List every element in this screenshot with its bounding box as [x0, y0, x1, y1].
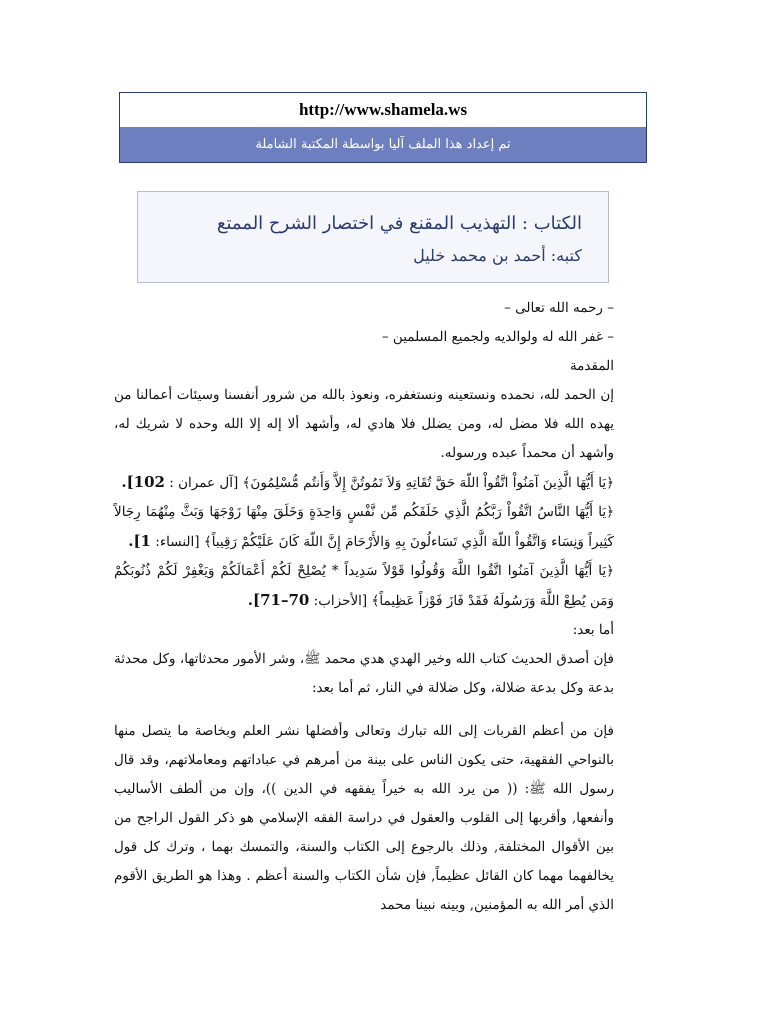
verse-3: [114, 557, 614, 616]
verse-1-reference: 102].: [121, 473, 165, 491]
verse-2-reference: 1].: [128, 532, 151, 550]
paragraph-gap: [114, 703, 614, 717]
amma-baad: أما بعد:: [572, 622, 614, 638]
source-header: [119, 92, 647, 163]
book-info-box: [137, 191, 609, 283]
dua-line-2: – غفر الله له ولوالديه ولجميع المسلمين –: [381, 329, 614, 345]
document-body: [114, 294, 614, 920]
verse-3-reference: 70–71].: [247, 591, 310, 609]
opening-paragraph: إن الحمد لله، نحمده ونستعينه ونستغفره، ونعوذ بالله من شرور أنفسنا وسيئات أعمالنا من يهده الله فلا مضل له، ومن يضلل فلا هادي له، وأشهد ألا إله إلا الله وحده لا شريك له، وأشهد أن محمداً عبده ورسوله.: [114, 387, 614, 461]
verse-3-text: ﴿يَا أَيُّهَا الَّذِينَ آمَنُوا اتَّقُوا اللَّهَ وَقُولُوا قَوْلاً سَدِيداً * يُصْلِحْ لَكُمْ أَعْمَالَكُمْ وَيَغْفِرْ لَكُمْ ذُنُوبَكُمْ وَمَن يُطِعْ اللَّهَ وَرَسُولَهُ فَقَدْ فَازَ فَوْزاً عَظِيماً﴾ [الأحزاب:: [114, 563, 614, 609]
source-subtitle: تم إعداد هذا الملف آليا بواسطة المكتبة الشاملة: [120, 127, 646, 162]
verse-2: [114, 498, 614, 557]
hadith-paragraph: فإن أصدق الحديث كتاب الله وخير الهدي هدي محمد ﷺ، وشر الأمور محدثاتها، وكل محدثة بدعة وكل بدعة ضلالة، وكل ضلالة في النار، ثم أما بعد:: [114, 651, 614, 696]
book-author: كتبه: أحمد بن محمد خليل: [413, 246, 582, 265]
source-url[interactable]: http://www.shamela.ws: [120, 93, 646, 127]
book-title: الكتاب : التهذيب المقنع في اختصار الشرح الممتع: [216, 213, 582, 234]
dua-line-1: – رحمه الله تعالى –: [504, 300, 614, 316]
intro-heading: المقدمة: [569, 358, 614, 374]
main-paragraph: فإن من أعظم القربات إلى الله تبارك وتعالى وأفضلها نشر العلم وبخاصة ما يتصل منها بالنواحي الفقهية، حتى يكون الناس على بينة من أمرهم في عباداتهم ومعاملاتهم، وقد قال رسول الله ﷺ: (( من يرد الله به خيراً يفقهه في الدين ))، وإن من ألطف الأساليب وأنفعها, وأقربها إلى القلوب والعقول في دراسة الفقه الإسلامي هو ذكر القول الراجح من بين الأقوال المختلفة, وذلك بالرجوع إلى الكتاب والسنة، والتمسك بهما ، وترك كل قول يخالفهما مهما كان القائل عظيماً, فإن شأن الكتاب والسنة أعظم . وهذا هو الطريق الأقوم الذي أمر الله به المؤمنين, وبينه نبينا محمد: [114, 723, 614, 913]
verse-1-text: ﴿يَا أَيُّهَا الَّذِينَ آمَنُواْ اتَّقُواْ اللّهَ حَقَّ تُقَاتِهِ وَلاَ تَمُوتُنَّ إِلاَّ وَأَنتُم مُّسْلِمُونَ﴾ [آل عمران :: [169, 475, 614, 491]
verse-2-text: ﴿يَا أَيُّهَا النَّاسُ اتَّقُواْ رَبَّكُمُ الَّذِي خَلَقَكُم مِّن نَّفْسٍ وَاحِدَةٍ وَخَلَقَ مِنْهَا زَوْجَهَا وَبَثَّ مِنْهُمَا رِجَالاً كَثِيراً وَنِسَاء وَاتَّقُواْ اللّهَ الَّذِي تَسَاءلُونَ بِهِ وَالأَرْحَامَ إِنَّ اللّهَ كَانَ عَلَيْكُمْ رَقِيباً﴾ [النساء:: [114, 504, 614, 550]
verse-1: [114, 468, 614, 498]
